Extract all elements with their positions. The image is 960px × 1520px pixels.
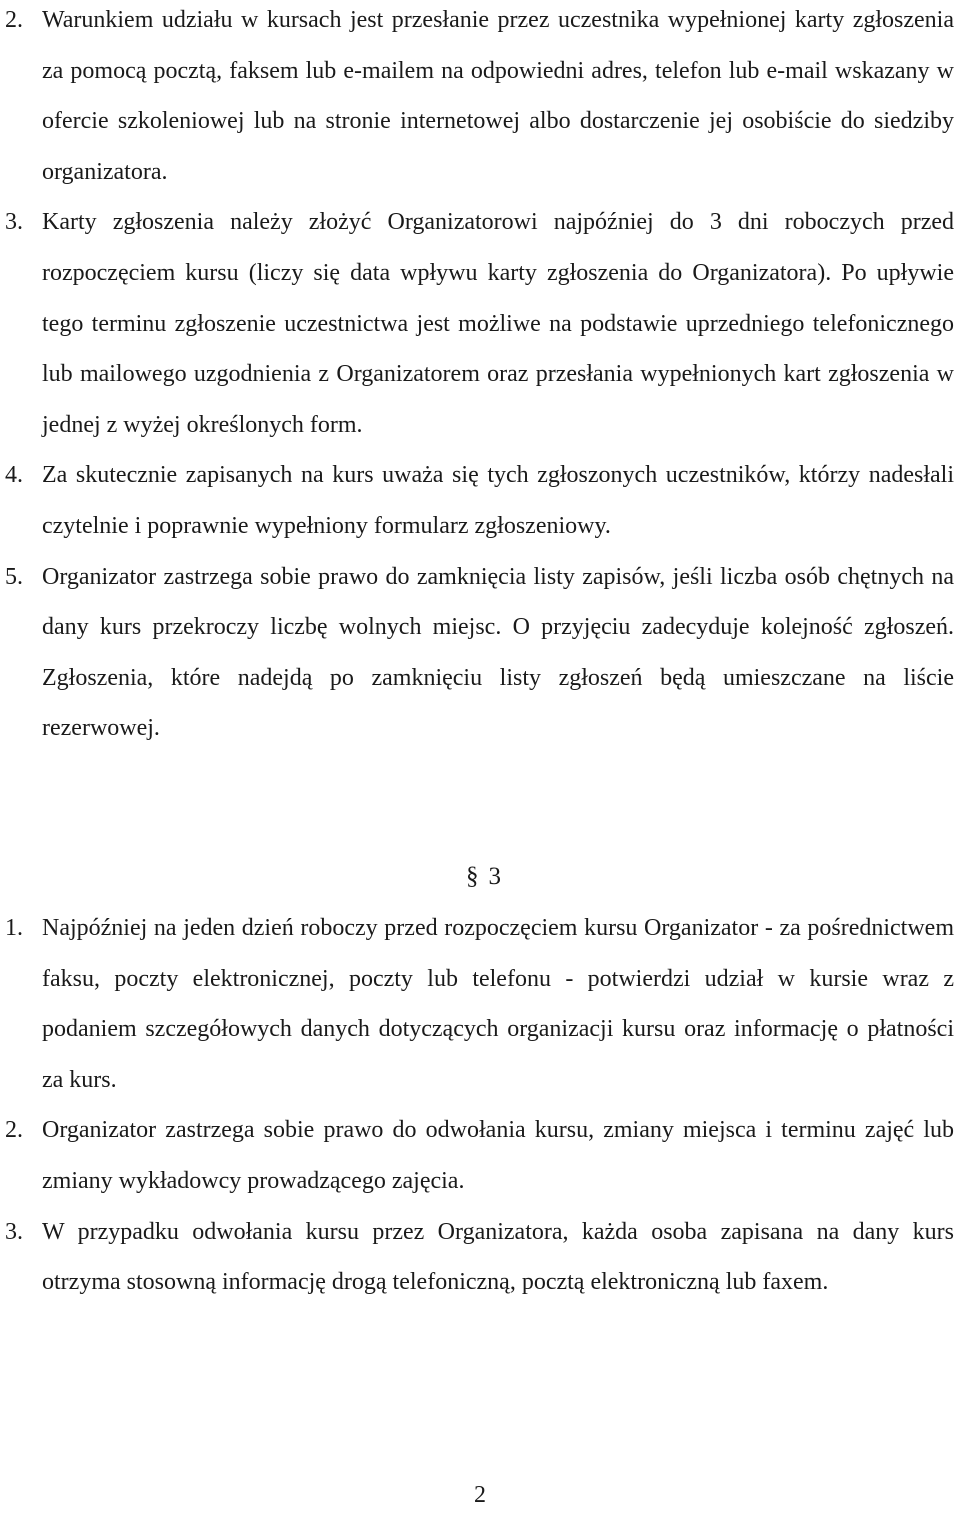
- item-number: 3.: [5, 1218, 23, 1245]
- list-item: [0, 903, 960, 1105]
- section-heading: [466, 852, 501, 902]
- item-text: Za skutecznie zapisanych na kurs uważa się tych zgłoszonych uczestników, którzy nadesłali czytelnie i poprawnie wypełniony formularz zgłoszeniowy.: [42, 462, 954, 539]
- item-number: 3.: [5, 209, 23, 236]
- list-item: [0, 0, 960, 197]
- item-number: 4.: [5, 462, 23, 489]
- item-text: Karty zgłoszenia należy złożyć Organizatorowi najpóźniej do 3 dni roboczych przed rozpoczęciem kursu (liczy się data wpływu karty zgłoszenia do Organizatora). Po upływie tego terminu zgłoszenie uczestnictwa jest możliwe na podstawie uprzedniego telefonicznego lub mailowego uzgodnienia z Organizatorem oraz przesłania wypełnionych kart zgłoszenia w jednej z wyżej określonych form.: [42, 209, 954, 438]
- list-item: [0, 552, 960, 754]
- item-number: 5.: [5, 563, 23, 590]
- list-item: [0, 197, 960, 450]
- section-symbol: §: [466, 863, 479, 890]
- item-text: Organizator zastrzega sobie prawo do zamknięcia listy zapisów, jeśli liczba osób chętnych na dany kurs przekroczy liczbę wolnych miejsc. O przyjęciu zadecyduje kolejność zgłoszeń. Zgłoszenia, które nadejdą po zamknięciu listy zgłoszeń będą umieszczane na liście rezerwowej.: [42, 563, 954, 742]
- terms-list-section-3: [0, 903, 960, 1308]
- list-item: [0, 1105, 960, 1206]
- item-number: 2.: [5, 7, 23, 33]
- terms-list-top: [0, 0, 960, 754]
- item-text: Warunkiem udziału w kursach jest przesłanie przez uczestnika wypełnionej karty zgłoszenia za pomocą pocztą, faksem lub e-mailem na odpowiedni adres, telefon lub e-mail wskazany w ofercie szkoleniowej lub na stronie internetowej albo dostarczenie jej osobiście do siedziby organizatora.: [42, 7, 954, 185]
- list-item: [0, 450, 960, 551]
- list-item: [0, 1207, 960, 1308]
- item-number: 2.: [5, 1117, 23, 1144]
- page-number: 2: [474, 1482, 486, 1508]
- item-text: Najpóźniej na jeden dzień roboczy przed rozpoczęciem kursu Organizator - za pośrednictwem faksu, poczty elektronicznej, poczty lub telefonu - potwierdzi udział w kursie wraz z podaniem szczegółowych danych dotyczących organizacji kursu oraz informację o płatności za kurs.: [42, 915, 954, 1093]
- section-number: 3: [488, 863, 501, 890]
- item-number: 1.: [5, 915, 23, 941]
- item-text: Organizator zastrzega sobie prawo do odwołania kursu, zmiany miejsca i terminu zajęć lub zmiany wykładowcy prowadzącego zajęcia.: [42, 1117, 954, 1194]
- item-text: W przypadku odwołania kursu przez Organizatora, każda osoba zapisana na dany kurs otrzyma stosowną informację drogą telefoniczną, pocztą elektroniczną lub faxem.: [42, 1218, 954, 1296]
